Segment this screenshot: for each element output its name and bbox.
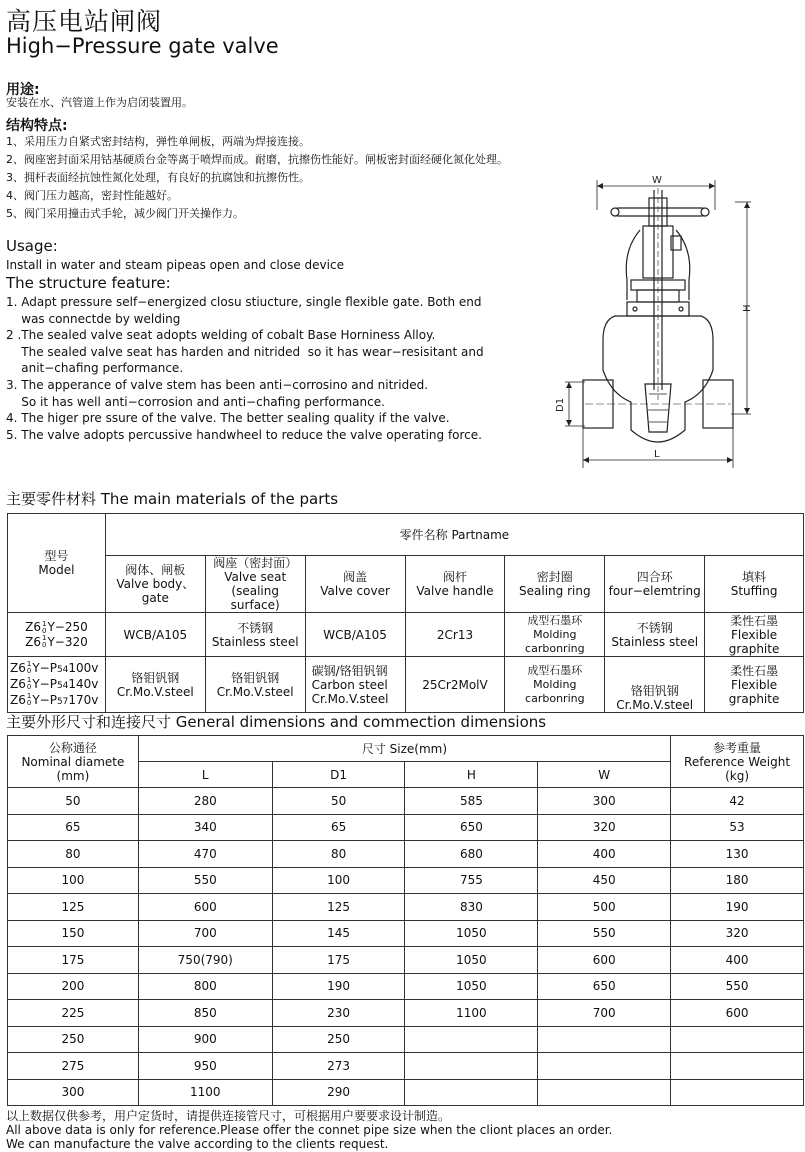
page-title-cn: 高压电站闸阀 bbox=[6, 7, 163, 36]
table-cell: 450 bbox=[538, 867, 671, 894]
feature-cn-item: 1、采用压力自紧式密封结构，弹性单闸板，两端为焊接连接。 bbox=[6, 135, 310, 148]
column-header-en: Valve cover bbox=[320, 584, 390, 598]
table-cell: 800 bbox=[138, 973, 272, 1000]
table-cell: 550 bbox=[671, 973, 804, 1000]
table-cell: 200 bbox=[8, 973, 139, 1000]
table-cell bbox=[538, 1053, 671, 1080]
model-header-cn: 型号 bbox=[44, 549, 69, 563]
table-cell: 125 bbox=[8, 894, 139, 921]
material-value-cn: 铬钼钒钢 bbox=[630, 684, 679, 698]
material-cell bbox=[105, 657, 205, 713]
feature-en-item: 2 .The sealed valve seat adopts welding of cobalt Base Horniness Alloy. bbox=[6, 328, 436, 343]
table-cell: 1050 bbox=[405, 973, 538, 1000]
table-cell bbox=[671, 1079, 804, 1106]
material-value-en: Flexible graphite bbox=[728, 677, 780, 706]
feature-en-item: 5. The valve adopts percussive handwheel to reduce the valve operating force. bbox=[6, 427, 482, 442]
table-cell: 290 bbox=[272, 1079, 405, 1106]
h-label: H bbox=[742, 304, 753, 312]
usage-en-heading: Usage: bbox=[6, 237, 58, 255]
model-pressure: 57 bbox=[56, 696, 69, 707]
page-title-en: High−Pressure gate valve bbox=[6, 34, 279, 58]
table-row bbox=[8, 1026, 804, 1053]
table-cell: 755 bbox=[405, 867, 538, 894]
model-frac-bot: 0 bbox=[41, 641, 47, 649]
feature-en-item: 3. The apperance of valve stem has been anti−corrosino and nitrided. bbox=[6, 377, 429, 392]
model-prefix: Z6 bbox=[10, 676, 26, 691]
table-cell: 190 bbox=[671, 894, 804, 921]
footer-note-en: We can manufacture the valve according to the clients request. bbox=[6, 1137, 389, 1151]
model-frac-bot: 0 bbox=[26, 699, 32, 707]
weight-header-en: Reference Weight bbox=[684, 754, 791, 769]
model-fraction bbox=[42, 621, 46, 635]
feature-en-item: 4. The higer pre ssure of the valve. The better sealing quality if the valve. bbox=[6, 411, 450, 426]
column-header-en: gate bbox=[141, 591, 169, 605]
material-value-en: Stainless steel bbox=[211, 634, 299, 649]
model-code bbox=[8, 635, 105, 650]
material-value-en: Cr.Mo.V.steel bbox=[311, 691, 389, 706]
model-cell bbox=[8, 657, 106, 713]
table-cell: 80 bbox=[272, 841, 405, 868]
column-header-cn: 密封圈 bbox=[536, 570, 573, 584]
column-header bbox=[505, 556, 605, 613]
material-value-cn: 柔性石墨 bbox=[730, 663, 779, 678]
table-cell: 1050 bbox=[405, 920, 538, 947]
table-cell: 900 bbox=[138, 1026, 272, 1053]
table-cell: 130 bbox=[671, 841, 804, 868]
table-cell: 100 bbox=[8, 867, 139, 894]
material-value-cn: 不锈钢 bbox=[636, 620, 673, 635]
model-frac-top: 1 bbox=[41, 619, 47, 628]
dimensions-title: 主要外形尺寸和连接尺寸 General dimensions and commection dimensions bbox=[6, 713, 547, 731]
material-value: 25Cr2MolV bbox=[422, 677, 488, 692]
model-tail: 100v bbox=[68, 660, 99, 675]
table-cell: 273 bbox=[272, 1053, 405, 1080]
table-cell bbox=[405, 1053, 538, 1080]
table-cell: 950 bbox=[138, 1053, 272, 1080]
column-header-en: Sealing ring bbox=[519, 584, 591, 598]
table-row bbox=[8, 1000, 804, 1027]
table-row bbox=[8, 841, 804, 868]
table-row bbox=[8, 920, 804, 947]
table-cell: 230 bbox=[272, 1000, 405, 1027]
model-frac-bot: 0 bbox=[41, 626, 47, 635]
model-frac-bot: 0 bbox=[26, 667, 32, 675]
column-header-d1: D1 bbox=[272, 762, 405, 788]
table-cell: 1100 bbox=[138, 1079, 272, 1106]
model-prefix: Z6 bbox=[25, 634, 41, 649]
table-cell bbox=[405, 1026, 538, 1053]
feature-en-heading: The structure feature: bbox=[6, 274, 171, 292]
weight-header bbox=[671, 736, 804, 788]
material-value-cn: 成型石墨环 bbox=[527, 663, 583, 677]
material-value-en: Stainless steel bbox=[611, 634, 699, 649]
model-suffix: Y−250 bbox=[47, 620, 88, 634]
feature-cn-item: 2、阀座密封面采用钴基硬质台金等离于喷焊而成。耐磨，抗擦伤性能好。闸板密封面经硬化氮化处理。 bbox=[6, 153, 508, 166]
table-row bbox=[8, 814, 804, 841]
column-header-en: four−elemtring bbox=[608, 584, 701, 598]
table-cell: 225 bbox=[8, 1000, 139, 1027]
model-header-en: Model bbox=[38, 563, 75, 577]
model-suffix: Y−320 bbox=[47, 634, 88, 649]
table-cell: 680 bbox=[405, 841, 538, 868]
table-cell: 50 bbox=[272, 788, 405, 815]
column-header-cn: 阀盖 bbox=[343, 570, 368, 584]
material-value: 2Cr13 bbox=[436, 627, 474, 642]
column-header-en: (sealing surface) bbox=[230, 584, 280, 612]
table-row bbox=[8, 973, 804, 1000]
column-header bbox=[705, 556, 804, 613]
column-header-h: H bbox=[405, 762, 538, 788]
material-value-cn: 铬钼钒钢 bbox=[231, 670, 280, 685]
material-value-cn: 不锈钢 bbox=[237, 620, 274, 635]
material-cell bbox=[705, 657, 804, 713]
material-cell bbox=[605, 613, 705, 657]
table-cell bbox=[671, 1053, 804, 1080]
table-row bbox=[8, 894, 804, 921]
table-row bbox=[8, 788, 804, 815]
material-cell bbox=[605, 657, 705, 713]
feature-en-item: The sealed valve seat has harden and nitrided so it has wear−resisitant and bbox=[6, 344, 484, 359]
nominal-header-unit: (mm) bbox=[56, 768, 90, 783]
table-cell: 850 bbox=[138, 1000, 272, 1027]
l-label: L bbox=[654, 449, 660, 460]
table-row bbox=[8, 867, 804, 894]
model-frac-top: 1 bbox=[26, 692, 32, 700]
model-suffix: Y−P bbox=[32, 676, 57, 691]
column-header-cn: 四合环 bbox=[636, 570, 673, 584]
column-header-cn: 阀座（密封面） bbox=[213, 556, 298, 570]
table-row bbox=[8, 947, 804, 974]
table-cell: 175 bbox=[272, 947, 405, 974]
table-cell: 600 bbox=[138, 894, 272, 921]
feature-en-item: anit−chafing performance. bbox=[6, 361, 184, 376]
table-cell: 400 bbox=[671, 947, 804, 974]
material-cell bbox=[105, 613, 205, 657]
column-header-cn: 阀杆 bbox=[442, 570, 467, 584]
model-pressure: 54 bbox=[56, 680, 69, 691]
model-fraction bbox=[42, 635, 46, 649]
weight-header-cn: 参考重量 bbox=[713, 740, 762, 755]
material-value-en: Molding carbonring bbox=[525, 677, 585, 705]
model-fraction bbox=[27, 677, 31, 691]
material-value-cn: 碳钢/铬钼钒钢 bbox=[311, 663, 388, 678]
materials-table bbox=[7, 513, 804, 713]
table-row bbox=[8, 1079, 804, 1106]
table-row bbox=[8, 613, 804, 657]
material-value-cn: 柔性石墨 bbox=[730, 613, 779, 628]
column-header bbox=[305, 556, 405, 613]
table-cell: 340 bbox=[138, 814, 272, 841]
footer-notes bbox=[6, 1109, 612, 1151]
material-value-en: Cr.Mo.V.steel bbox=[116, 684, 194, 699]
table-cell: 700 bbox=[538, 1000, 671, 1027]
table-cell: 585 bbox=[405, 788, 538, 815]
feature-en-item: was connectde by welding bbox=[6, 311, 181, 326]
table-cell: 600 bbox=[671, 1000, 804, 1027]
nominal-header-cn: 公称通径 bbox=[48, 740, 97, 755]
material-cell bbox=[505, 657, 605, 713]
model-frac-bot: 0 bbox=[26, 683, 32, 691]
column-header bbox=[105, 556, 205, 613]
table-cell: 280 bbox=[138, 788, 272, 815]
material-value: WCB/A105 bbox=[123, 627, 188, 642]
column-header-en: Valve body、 bbox=[116, 577, 195, 591]
table-cell: 300 bbox=[538, 788, 671, 815]
column-header-en: Valve handle bbox=[416, 584, 494, 598]
table-cell: 550 bbox=[138, 867, 272, 894]
size-header: 尺寸 Size(mm) bbox=[138, 736, 670, 762]
table-cell: 275 bbox=[8, 1053, 139, 1080]
table-cell: 50 bbox=[8, 788, 139, 815]
feature-cn-item: 3、拥杆表面经抗蚀性氮化处理，有良好的抗腐蚀和抗擦伤性。 bbox=[6, 171, 310, 184]
usage-en-text: Install in water and steam pipeas open and close device bbox=[6, 258, 344, 272]
table-cell bbox=[538, 1026, 671, 1053]
materials-title: 主要零件材料 The main materials of the parts bbox=[6, 490, 339, 508]
column-header bbox=[405, 556, 505, 613]
table-row bbox=[8, 1053, 804, 1080]
model-prefix: Z6 bbox=[10, 692, 26, 707]
table-cell: 145 bbox=[272, 920, 405, 947]
table-cell: 830 bbox=[405, 894, 538, 921]
table-cell: 320 bbox=[538, 814, 671, 841]
column-header-en: Stuffing bbox=[730, 584, 778, 598]
table-cell: 600 bbox=[538, 947, 671, 974]
model-fraction bbox=[27, 661, 31, 675]
table-cell: 125 bbox=[272, 894, 405, 921]
material-value-en: Cr.Mo.V.steel bbox=[616, 698, 694, 712]
d1-label: D1 bbox=[555, 397, 566, 412]
table-row bbox=[8, 657, 804, 713]
material-value-en: Flexible graphite bbox=[728, 627, 780, 656]
table-cell bbox=[405, 1079, 538, 1106]
model-tail: 170v bbox=[68, 692, 99, 707]
model-pressure: 54 bbox=[56, 664, 69, 675]
model-fraction bbox=[27, 693, 31, 707]
column-header-en: Valve seat bbox=[224, 570, 287, 584]
table-cell: 320 bbox=[671, 920, 804, 947]
column-header-cn: 阀体、闸板 bbox=[125, 563, 186, 577]
table-cell: 190 bbox=[272, 973, 405, 1000]
column-header-w: W bbox=[538, 762, 671, 788]
feature-en-item: So it has well anti−corrosion and anti−chafing performance. bbox=[6, 394, 385, 409]
material-cell bbox=[505, 613, 605, 657]
weight-header-unit: (kg) bbox=[725, 768, 750, 783]
table-cell: 42 bbox=[671, 788, 804, 815]
material-value: WCB/A105 bbox=[323, 627, 387, 642]
table-cell: 650 bbox=[405, 814, 538, 841]
table-cell: 750(790) bbox=[138, 947, 272, 974]
partname-header: 零件名称 Partname bbox=[105, 514, 803, 556]
model-frac-top: 1 bbox=[26, 660, 32, 668]
column-header bbox=[605, 556, 705, 613]
w-label: W bbox=[652, 175, 662, 186]
model-code bbox=[8, 620, 105, 635]
material-cell bbox=[405, 657, 505, 713]
material-value-en: Carbon steel bbox=[311, 677, 388, 692]
material-value-cn: 成型石墨环 bbox=[527, 613, 583, 627]
material-cell bbox=[305, 613, 405, 657]
material-value-en: Molding carbonring bbox=[525, 627, 585, 655]
table-cell: 100 bbox=[272, 867, 405, 894]
column-header-l: L bbox=[138, 762, 272, 788]
table-cell bbox=[671, 1026, 804, 1053]
usage-cn-heading: 用途: bbox=[6, 82, 40, 98]
model-code bbox=[10, 693, 105, 709]
column-header-cn: 填料 bbox=[742, 570, 767, 584]
material-cell bbox=[305, 657, 405, 713]
feature-en-item: 1. Adapt pressure self−energized closu stiucture, single flexible gate. Both end bbox=[6, 295, 482, 309]
table-cell: 80 bbox=[8, 841, 139, 868]
feature-cn-item: 4、阀门压力越高，密封性能越好。 bbox=[6, 189, 178, 202]
features-cn-list bbox=[6, 133, 508, 223]
table-cell: 300 bbox=[8, 1079, 139, 1106]
model-cell bbox=[8, 613, 106, 657]
table-cell: 250 bbox=[272, 1026, 405, 1053]
nominal-header-en: Nominal diamete bbox=[21, 754, 125, 769]
table-cell: 650 bbox=[538, 973, 671, 1000]
table-cell: 400 bbox=[538, 841, 671, 868]
table-cell: 700 bbox=[138, 920, 272, 947]
table-cell: 65 bbox=[8, 814, 139, 841]
model-suffix: Y−P bbox=[32, 692, 57, 707]
valve-drawing bbox=[545, 170, 765, 470]
features-en-list bbox=[6, 294, 484, 443]
table-cell: 65 bbox=[272, 814, 405, 841]
dimensions-table bbox=[7, 735, 804, 1106]
model-frac-top: 1 bbox=[41, 634, 47, 642]
model-suffix: Y−P bbox=[32, 660, 57, 675]
table-cell bbox=[538, 1079, 671, 1106]
table-cell: 53 bbox=[671, 814, 804, 841]
table-cell: 150 bbox=[8, 920, 139, 947]
feature-cn-item: 5、阀门采用撞击式手轮，减少阀门开关操作力。 bbox=[6, 207, 244, 220]
material-cell bbox=[405, 613, 505, 657]
table-cell: 550 bbox=[538, 920, 671, 947]
material-value-en: Cr.Mo.V.steel bbox=[216, 684, 294, 699]
table-cell: 470 bbox=[138, 841, 272, 868]
model-prefix: Z6 bbox=[10, 660, 26, 675]
table-cell: 250 bbox=[8, 1026, 139, 1053]
table-cell: 500 bbox=[538, 894, 671, 921]
table-cell: 1050 bbox=[405, 947, 538, 974]
footer-note-en: All above data is only for reference.Please offer the connet pipe size when the cliont places an order. bbox=[6, 1123, 613, 1137]
table-cell: 180 bbox=[671, 867, 804, 894]
model-tail: 140v bbox=[68, 676, 99, 691]
table-cell: 175 bbox=[8, 947, 139, 974]
usage-cn-text: 安装在水、汽管道上作为启闭装置用。 bbox=[6, 96, 193, 109]
feature-cn-heading: 结构特点: bbox=[6, 118, 68, 134]
material-cell bbox=[205, 613, 305, 657]
material-cell bbox=[205, 657, 305, 713]
nominal-header bbox=[8, 736, 139, 788]
model-prefix: Z6 bbox=[25, 620, 41, 634]
material-value-cn: 铬钼钒钢 bbox=[131, 670, 180, 685]
model-header bbox=[8, 514, 106, 613]
column-header bbox=[205, 556, 305, 613]
model-code bbox=[10, 661, 105, 677]
model-frac-top: 1 bbox=[26, 676, 32, 684]
material-cell bbox=[705, 613, 804, 657]
model-code bbox=[10, 677, 105, 693]
footer-note-cn: 以上数据仅供参考，用户定货时，请提供连接管尺寸，可根据用户要要求设计制造。 bbox=[6, 1109, 451, 1123]
table-cell: 1100 bbox=[405, 1000, 538, 1027]
